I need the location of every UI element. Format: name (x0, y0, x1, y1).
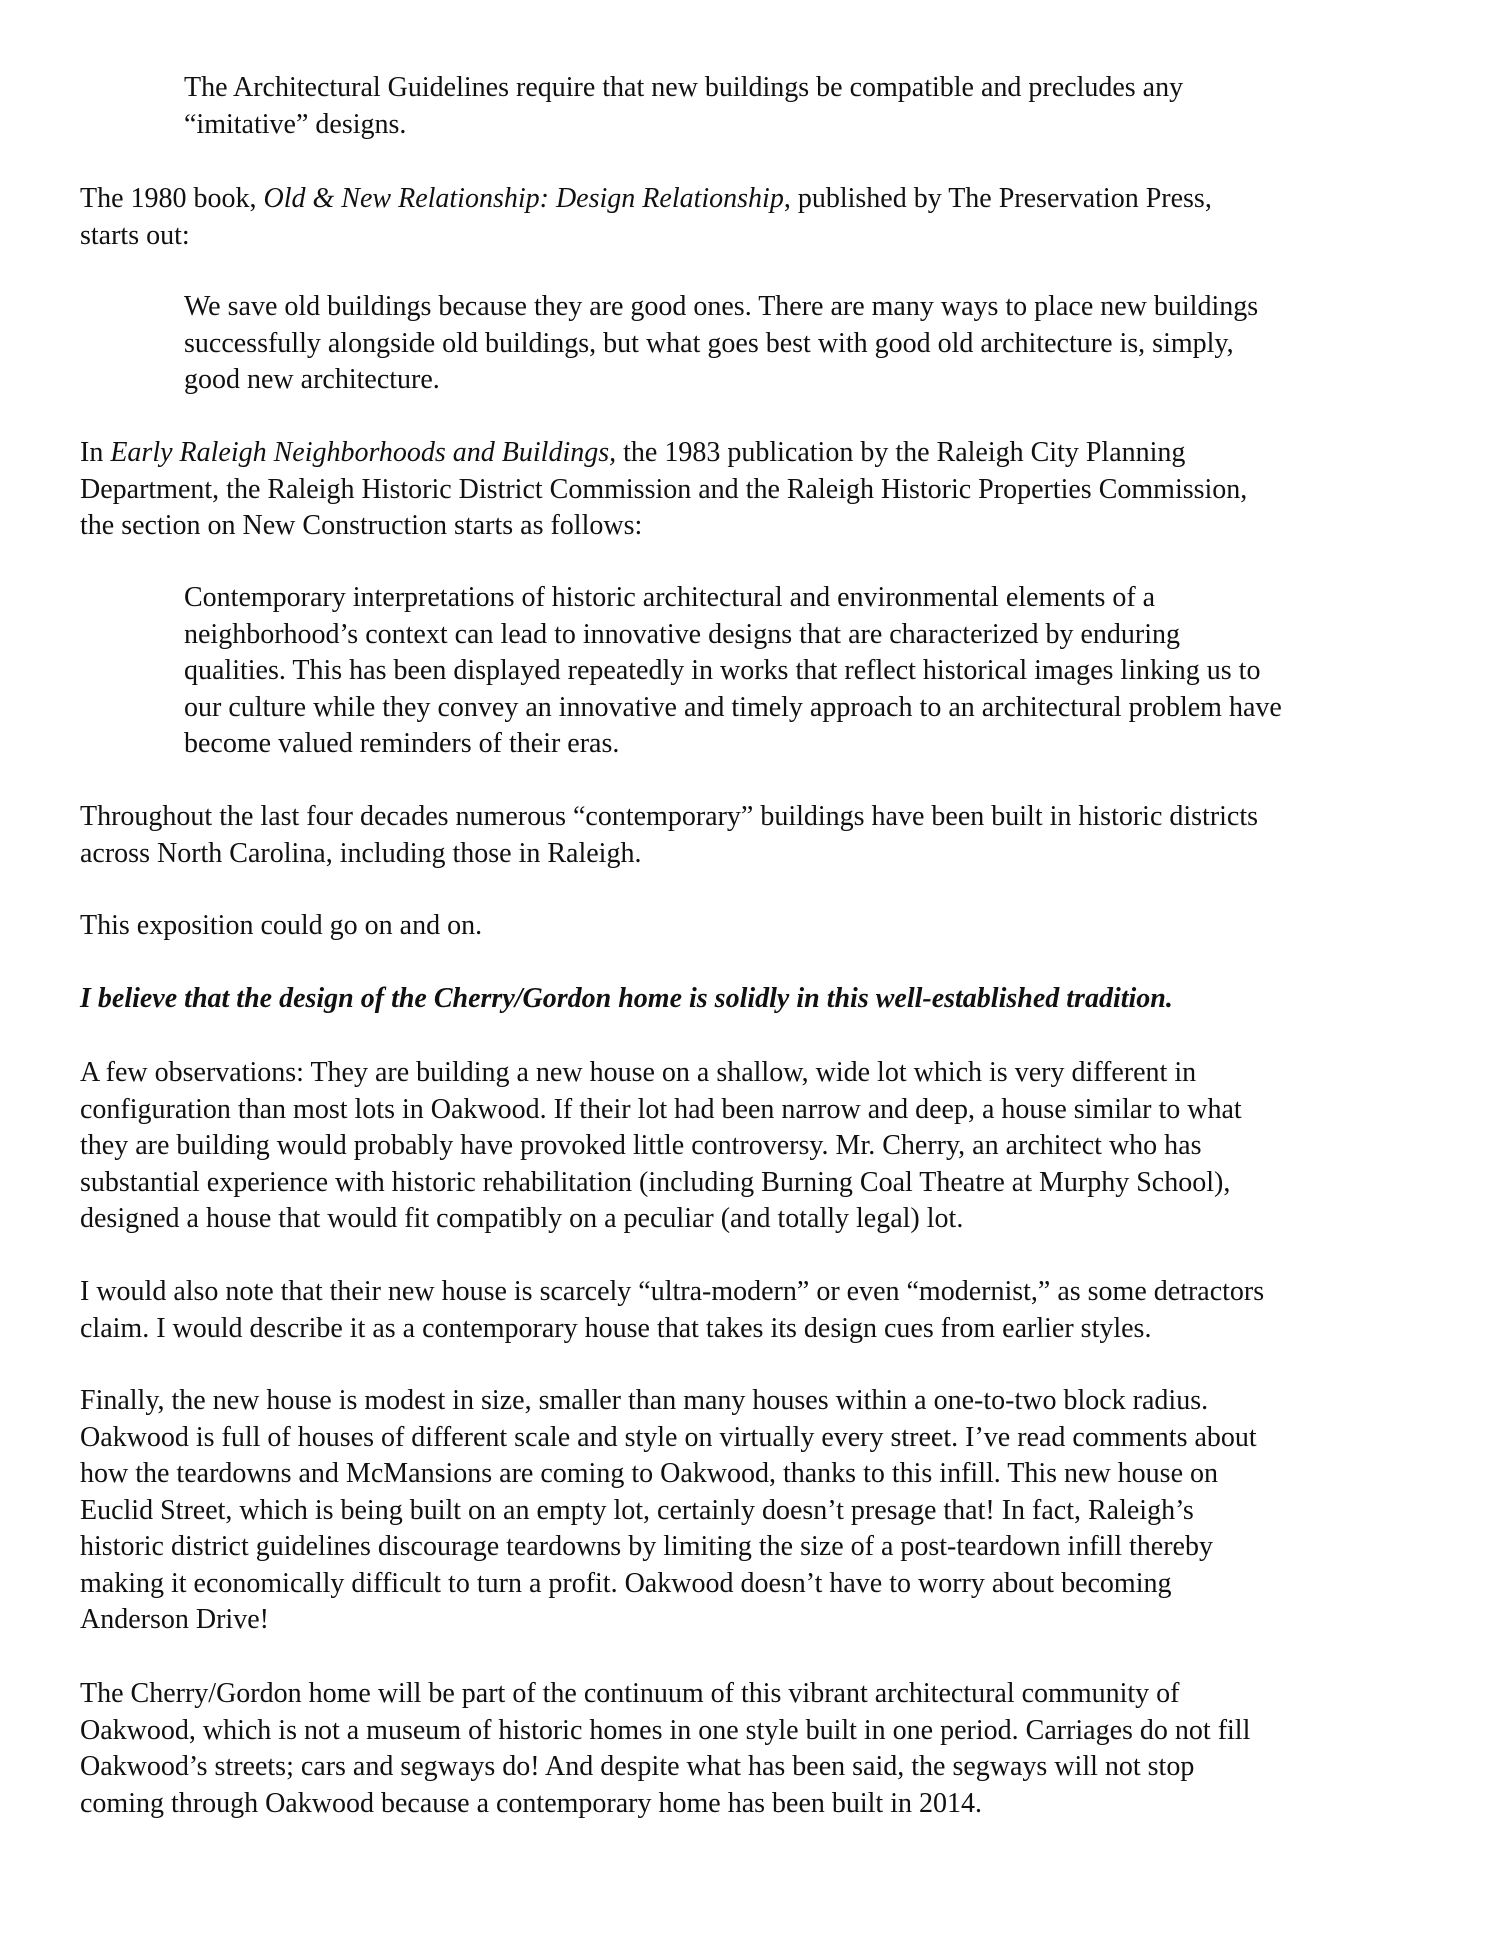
text-segment: the 1983 publication by the Raleigh City Planning (616, 437, 1186, 468)
text-line: Anderson Drive! (80, 1604, 269, 1635)
text-line: coming through Oakwood because a contemporary home has been built in 2014. (80, 1787, 982, 1819)
text-line: historic district guidelines discourage teardowns by limiting the size of a post-teardown infill thereby (80, 1531, 1213, 1562)
text-line: our culture while they convey an innovative and timely approach to an architectural problem have (184, 691, 1282, 723)
text-line: successfully alongside old buildings, but what goes best with good old architecture is, simply, (184, 327, 1234, 359)
text-line: configuration than most lots in Oakwood. If their lot had been narrow and deep, a house similar to what (80, 1093, 1242, 1125)
text-line: the section on New Construction starts as follows: (80, 510, 643, 541)
quote-contemporary-interpretations (184, 580, 1282, 763)
text-line: A few observations: They are building a new house on a shallow, wide lot which is very different in (80, 1057, 1197, 1088)
text-line: I would also note that their new house is scarcely “ultra-modern” or even “modernist,” as some detractors (80, 1276, 1265, 1307)
text-line: qualities. This has been displayed repeatedly in works that reflect historical images linking us to (184, 655, 1261, 686)
paragraph-guidelines (184, 70, 1183, 143)
text-line: substantial experience with historic rehabilitation (including Burning Coal Theatre at Murphy School), (80, 1166, 1231, 1198)
text-line: We save old buildings because they are good ones. There are many ways to place new buildings (184, 291, 1259, 322)
text-line (80, 435, 1247, 472)
text-line: Contemporary interpretations of historic architectural and environmental elements of a (184, 582, 1156, 613)
text-line: I believe that the design of the Cherry/Gordon home is solidly in this well-established tradition. (80, 983, 1173, 1014)
paragraph-not-modernist (80, 1274, 1264, 1347)
text-line: designed a house that would fit compatibly on a peculiar (and totally legal) lot. (80, 1203, 964, 1234)
text-line: The Architectural Guidelines require that new buildings be compatible and precludes any (184, 72, 1184, 103)
text-line (80, 181, 1212, 218)
paragraph-exposition (80, 908, 482, 945)
text-line: Throughout the last four decades numerous “contemporary” buildings have been built in historic districts (80, 801, 1259, 832)
text-segment: , published by The Preservation Press, (783, 183, 1212, 214)
text-line: become valued reminders of their eras. (184, 728, 620, 759)
text-segment: The 1980 book, (80, 183, 264, 214)
paragraph-four-decades (80, 799, 1258, 872)
publication-title: Early Raleigh Neighborhoods and Buildings, (110, 437, 617, 468)
paragraph-continuum (80, 1676, 1250, 1822)
paragraph-early-raleigh (80, 435, 1247, 545)
text-line: Euclid Street, which is being built on an empty lot, certainly doesn’t presage that! In fact, Raleigh’s (80, 1494, 1194, 1526)
text-line: The Cherry/Gordon home will be part of the continuum of this vibrant architectural community of (80, 1678, 1180, 1709)
text-line: Oakwood’s streets; cars and segways do! And despite what has been said, the segways will not stop (80, 1751, 1195, 1782)
text-line: good new architecture. (184, 364, 440, 395)
text-line: neighborhood’s context can lead to innovative designs that are characterized by enduring (184, 618, 1180, 650)
book-title: Old & New Relationship: Design Relationship (263, 183, 784, 214)
text-line: making it economically difficult to turn a profit. Oakwood doesn’t have to worry about becoming (80, 1567, 1172, 1599)
thesis-statement (80, 981, 1173, 1018)
text-line: claim. I would describe it as a contemporary house that takes its design cues from earlier styles. (80, 1312, 1152, 1344)
text-line: This exposition could go on and on. (80, 910, 483, 941)
text-line: Department, the Raleigh Historic District Commission and the Raleigh Historic Properties Commission, (80, 473, 1248, 505)
text-line: Oakwood is full of houses of different scale and style on virtually every street. I’ve read comments about (80, 1421, 1257, 1453)
paragraph-book-intro (80, 181, 1212, 254)
text-line: they are building would probably have provoked little controversy. Mr. Cherry, an architect who has (80, 1130, 1202, 1161)
paragraph-modest-size (80, 1383, 1257, 1639)
quote-old-buildings (184, 289, 1258, 399)
text-line: starts out: (80, 219, 190, 251)
text-line: “imitative” designs. (184, 108, 407, 140)
paragraph-observations (80, 1055, 1242, 1238)
text-line: across North Carolina, including those in Raleigh. (80, 837, 642, 869)
text-line: how the teardowns and McMansions are coming to Oakwood, thanks to this infill. This new house on (80, 1458, 1218, 1489)
text-line: Finally, the new house is modest in size, smaller than many houses within a one-to-two block radius. (80, 1385, 1209, 1416)
text-segment: In (80, 437, 111, 468)
text-line: Oakwood, which is not a museum of historic homes in one style built in one period. Carriages do not fill (80, 1714, 1251, 1746)
